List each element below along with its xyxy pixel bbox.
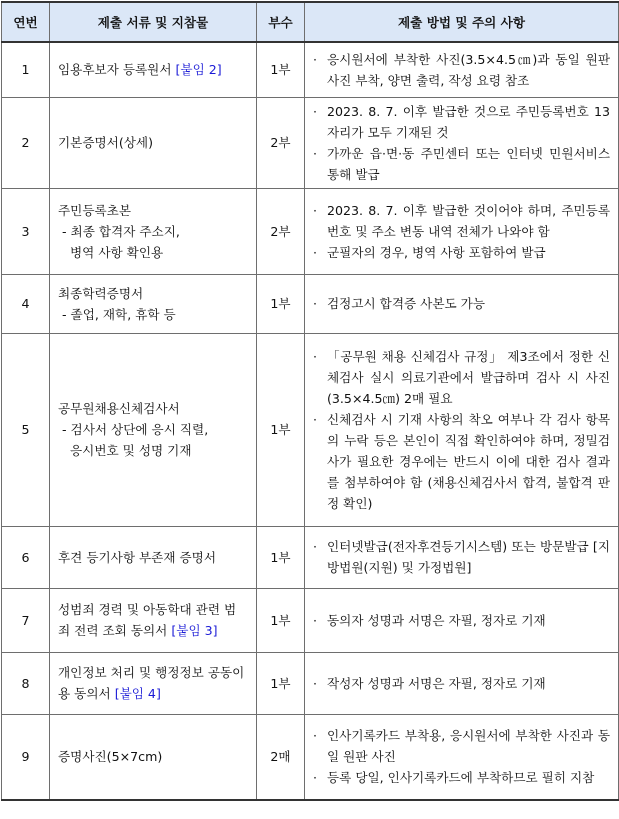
note-item	[313, 293, 610, 314]
row-number: 7	[2, 588, 50, 652]
note-text: 동의자 성명과 서명은 자필, 정자로 기재	[327, 612, 546, 628]
table-row	[2, 188, 619, 274]
notes-list	[313, 725, 610, 788]
note-text: 군필자의 경우, 병역 사항 포함하여 발급	[327, 244, 546, 260]
note-item	[313, 536, 610, 578]
note-text: 인사기록카드 부착용, 응시원서에 부착한 사진과 동일 원판 사진	[327, 728, 610, 765]
note-item	[313, 242, 610, 263]
bullet-icon: ·	[313, 728, 318, 744]
quantity: 1부	[257, 588, 305, 652]
notes-cell	[305, 97, 619, 188]
document-title: 임용후보자 등록원서	[58, 62, 172, 78]
note-item	[313, 200, 610, 242]
quantity: 1부	[257, 652, 305, 714]
row-number: 9	[2, 714, 50, 800]
bullet-icon: ·	[313, 612, 318, 628]
document-subnote: - 졸업, 재학, 휴학 등	[62, 306, 176, 322]
bullet-icon: ·	[313, 411, 318, 427]
quantity: 1부	[257, 42, 305, 97]
notes-cell	[305, 526, 619, 588]
document-cell	[50, 714, 257, 800]
header-qty: 부수	[257, 2, 305, 42]
document-table	[1, 1, 619, 801]
note-text: 응시원서에 부착한 사진(3.5×4.5㎝)과 동일 원판 사진 부착, 양면 출력, 작성 요령 참조	[327, 51, 610, 88]
header-no: 연번	[2, 2, 50, 42]
notes-cell	[305, 333, 619, 526]
note-item	[313, 409, 610, 514]
header-row	[2, 2, 619, 42]
row-number: 1	[2, 42, 50, 97]
row-number: 8	[2, 652, 50, 714]
document-subnote: 응시번호 및 성명 기재	[62, 443, 192, 458]
row-number: 3	[2, 188, 50, 274]
bullet-icon: ·	[313, 202, 318, 218]
document-subnote: 병역 사항 확인용	[62, 244, 164, 260]
row-number: 2	[2, 97, 50, 188]
document-cell	[50, 588, 257, 652]
quantity: 2부	[257, 188, 305, 274]
document-title: 공무원채용신체검사서	[58, 401, 180, 416]
document-cell	[50, 188, 257, 274]
notes-list	[313, 101, 610, 185]
bullet-icon: ·	[313, 539, 318, 554]
note-item	[313, 725, 610, 767]
note-item	[313, 767, 610, 788]
notes-cell	[305, 588, 619, 652]
table-row	[2, 526, 619, 588]
note-text: 2023. 8. 7. 이후 발급한 것이어야 하며, 주민등록번호 및 주소 변동 내역 전체가 나와야 함	[327, 202, 610, 239]
table-row	[2, 588, 619, 652]
notes-list	[313, 610, 610, 631]
attachment-ref: [붙임 2]	[175, 62, 222, 78]
notes-cell	[305, 652, 619, 714]
notes-cell	[305, 42, 619, 97]
document-cell	[50, 42, 257, 97]
quantity: 2부	[257, 97, 305, 188]
bullet-icon: ·	[313, 244, 318, 260]
document-cell	[50, 97, 257, 188]
note-text: 신체검사 시 기재 사항의 착오 여부나 각 검사 항목의 누락 등은 본인이 직접 확인하여야 하며, 정밀검사가 필요한 경우에는 반드시 이에 대한 검사 결과를 첨부하여야 함 (채용신체검사서 합격, 불합격 판정 확인)	[327, 411, 610, 511]
note-text: 검정고시 합격증 사본도 가능	[327, 296, 485, 311]
note-text: 등록 당일, 인사기록카드에 부착하므로 필히 지참	[327, 770, 595, 786]
attachment-ref: [붙임 4]	[114, 686, 161, 701]
notes-list	[313, 49, 610, 91]
document-subnote: - 최종 합격자 주소지,	[62, 223, 180, 239]
note-item	[313, 673, 610, 694]
quantity: 1부	[257, 333, 305, 526]
row-number: 6	[2, 526, 50, 588]
bullet-icon: ·	[313, 51, 318, 67]
document-title: 최종학력증명서	[58, 285, 144, 301]
bullet-icon: ·	[313, 145, 318, 161]
table-row	[2, 652, 619, 714]
attachment-ref: [붙임 3]	[171, 623, 218, 638]
note-item	[313, 49, 610, 91]
notes-cell	[305, 714, 619, 800]
document-cell	[50, 652, 257, 714]
note-item	[313, 101, 610, 143]
table-body	[2, 42, 619, 800]
quantity: 1부	[257, 526, 305, 588]
table-row	[2, 42, 619, 97]
note-text: 인터넷발급(전자후견등기시스템) 또는 방문발급 [지방법원(지원) 및 가정법원]	[327, 539, 610, 575]
quantity: 1부	[257, 274, 305, 333]
table-row	[2, 274, 619, 333]
note-text: 가까운 읍·면·동 주민센터 또는 인터넷 민원서비스 통해 발급	[327, 145, 610, 182]
document-cell	[50, 526, 257, 588]
document-title: 증명사진(5×7cm)	[58, 749, 163, 765]
notes-cell	[305, 274, 619, 333]
document-title: 기본증명서(상세)	[58, 135, 153, 150]
note-item	[313, 346, 610, 409]
table-row	[2, 97, 619, 188]
table-row	[2, 333, 619, 526]
bullet-icon: ·	[313, 675, 318, 691]
quantity: 2매	[257, 714, 305, 800]
document-title: 성범죄 경력 및 아동학대 관련 범죄 전력 조회 동의서	[58, 602, 237, 638]
notes-list	[313, 346, 610, 514]
document-cell	[50, 333, 257, 526]
note-text: 2023. 8. 7. 이후 발급한 것으로 주민등록번호 13자리가 모두 기재된 것	[327, 103, 610, 140]
note-item	[313, 143, 610, 185]
note-text: 작성자 성명과 서명은 자필, 정자로 기재	[327, 675, 546, 691]
table-row	[2, 714, 619, 800]
row-number: 5	[2, 333, 50, 526]
notes-list	[313, 536, 610, 578]
header-notes: 제출 방법 및 주의 사항	[305, 2, 619, 42]
document-subnote: - 검사서 상단에 응시 직렬,	[62, 422, 209, 437]
note-item	[313, 610, 610, 631]
bullet-icon: ·	[313, 770, 318, 786]
row-number: 4	[2, 274, 50, 333]
document-title: 주민등록초본	[58, 202, 131, 218]
bullet-icon: ·	[313, 348, 318, 364]
header-doc: 제출 서류 및 지참물	[50, 2, 257, 42]
document-title: 후견 등기사항 부존재 증명서	[58, 549, 216, 565]
document-cell	[50, 274, 257, 333]
note-text: 「공무원 채용 신체검사 규정」 제3조에서 정한 신체검사 실시 의료기관에서 발급하며 검사 시 사진(3.5×4.5㎝) 2매 필요	[327, 348, 610, 406]
notes-cell	[305, 188, 619, 274]
notes-list	[313, 673, 610, 694]
notes-list	[313, 200, 610, 263]
bullet-icon: ·	[313, 296, 318, 311]
notes-list	[313, 293, 610, 314]
document-title: 개인정보 처리 및 행정정보 공동이용 동의서	[58, 665, 245, 701]
bullet-icon: ·	[313, 103, 318, 119]
